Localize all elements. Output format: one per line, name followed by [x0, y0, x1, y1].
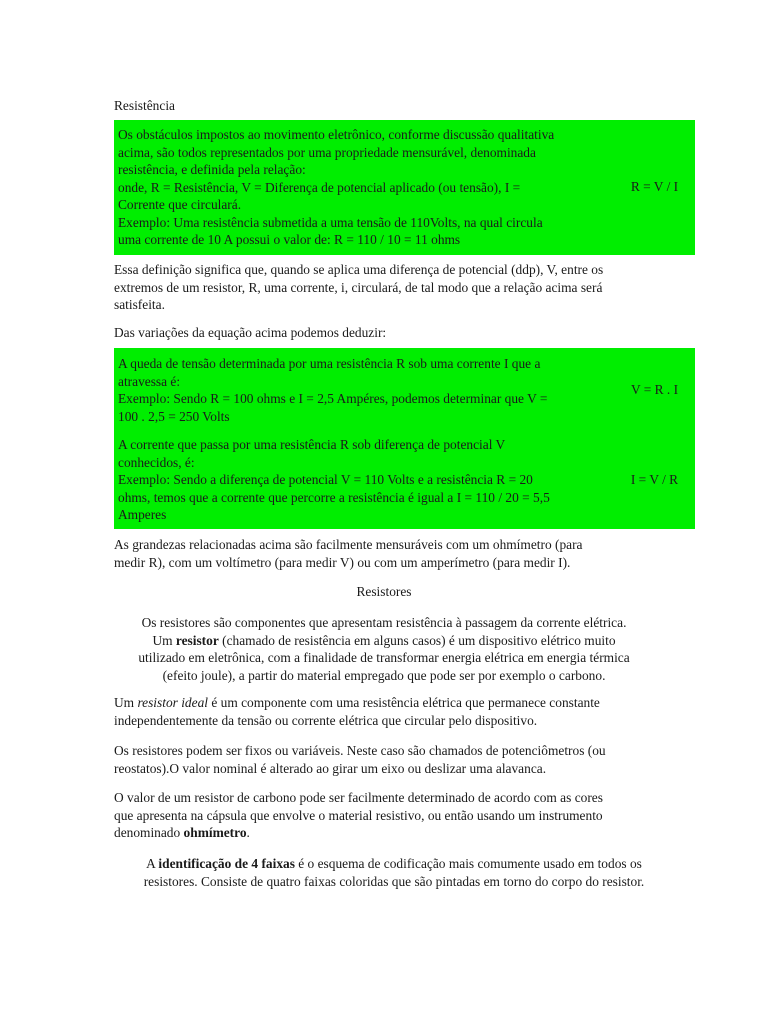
- text-line: acima, são todos representados por uma propriedade mensurável, denominada: [118, 144, 536, 160]
- text-segment: Um: [114, 695, 138, 710]
- text-line: conhecidos, é:: [118, 454, 195, 470]
- four-band-paragraph: [114, 855, 674, 890]
- text-line: Exemplo: Sendo R = 100 ohms e I = 2,5 Ampéres, podemos determinar que V =: [118, 391, 548, 406]
- text-line: Corrente que circulará.: [118, 197, 242, 212]
- text-segment: (chamado de resistência em alguns casos) é um dispositivo elétrico muito: [218, 632, 616, 648]
- text-line: Os resistores podem ser fixos ou variáveis. Neste caso são chamados de potenciômetros (ou: [114, 743, 606, 758]
- text-line: (efeito joule), a partir do material empregado que pode ser por exemplo o carbono.: [162, 667, 606, 683]
- text-line: Essa definição significa que, quando se aplica uma diferença de potencial (ddp), V, entre os: [114, 262, 604, 277]
- text-line: A queda de tensão determinada por uma resistência R sob uma corrente I que a: [118, 356, 541, 371]
- text-segment: Um: [152, 632, 176, 648]
- section-title-resistencia: Resistência: [114, 98, 175, 113]
- text-line: [114, 824, 674, 842]
- variations-paragraph: Das variações da equação acima podemos deduzir:: [114, 325, 387, 340]
- text-segment: é um componente com uma resistência elétrica que permanece constante: [208, 695, 600, 710]
- bold-term-four-band: identificação de 4 faixas: [158, 856, 295, 871]
- definition-paragraph: [114, 261, 674, 314]
- text-line: que apresenta na cápsula que envolve o material resistivo, ou então usando um instrumento: [114, 807, 603, 823]
- text-line: uma corrente de 10 A possui o valor de: R = 110 / 10 = 11 ohms: [118, 232, 461, 247]
- definition-box-text: [118, 126, 613, 249]
- variations-box: [114, 348, 695, 529]
- text-line: resistores. Consiste de quatro faixas coloridas que são pintadas em torno do corpo do resistor.: [143, 873, 645, 889]
- text-line: [114, 855, 674, 873]
- text-line: medir R), com um voltímetro (para medir V) ou com um amperímetro (para medir I).: [114, 554, 571, 570]
- section-heading-resistores: Resistores: [356, 584, 412, 599]
- italic-term-resistor-ideal: resistor ideal: [137, 695, 208, 710]
- text-line: O valor de um resistor de carbono pode ser facilmente determinado de acordo com as cores: [114, 790, 603, 805]
- text-segment: A: [146, 856, 159, 871]
- text-line: A corrente que passa por uma resistência R sob diferença de potencial V: [118, 437, 506, 452]
- resistores-intro: [114, 614, 654, 684]
- text-line: independentemente da tensão ou corrente elétrica que circular pelo dispositivo.: [114, 712, 538, 728]
- text-line: [114, 694, 674, 712]
- text-line: Exemplo: Uma resistência submetida a uma tensão de 110Volts, na qual circula: [118, 214, 543, 230]
- text-line: 100 . 2,5 = 250 Volts: [118, 408, 230, 424]
- text-line: reostatos).O valor nominal é alterado ao girar um eixo ou deslizar uma alavanca.: [114, 760, 547, 776]
- text-line: Os obstáculos impostos ao movimento eletrônico, conforme discussão qualitativa: [118, 127, 555, 142]
- text-line: atravessa é:: [118, 373, 181, 389]
- text-line: As grandezas relacionadas acima são facilmente mensuráveis com um ohmímetro (para: [114, 537, 583, 552]
- measurement-paragraph: [114, 536, 674, 571]
- text-line: ohms, temos que a corrente que percorre a resistência é igual a I = 110 / 20 = 5,5: [118, 489, 550, 505]
- formula-v: V = R . I: [630, 382, 679, 397]
- text-line: onde, R = Resistência, V = Diferença de potencial aplicado (ou tensão), I =: [118, 179, 521, 195]
- text-segment: é o esquema de codificação mais comumente usado em todos os: [294, 856, 642, 871]
- text-line: Os resistores são componentes que apresentam resistência à passagem da corrente elétrica.: [141, 615, 627, 630]
- text-line: [114, 632, 654, 650]
- text-line: resistência, e definida pela relação:: [118, 162, 306, 177]
- bold-term-resistor: resistor: [175, 632, 219, 648]
- text-line: satisfeita.: [114, 297, 165, 312]
- text-segment: .: [246, 825, 250, 840]
- text-line: extremos de um resistor, R, uma corrente, i, circulará, de tal modo que a relação acima será: [114, 279, 603, 295]
- definition-box: [114, 120, 695, 255]
- bold-term-ohmimetro: ohmímetro: [183, 825, 247, 840]
- formula-i: I = V / R: [630, 472, 679, 487]
- carbon-resistor-paragraph: [114, 789, 674, 842]
- text-segment: denominado: [114, 825, 184, 840]
- text-line: Exemplo: Sendo a diferença de potencial V = 110 Volts e a resistência R = 20: [118, 472, 533, 487]
- text-line: utilizado em eletrônica, com a finalidade de transformar energia elétrica em energia térmica: [138, 650, 630, 665]
- voltage-drop-text: [118, 355, 613, 425]
- formula-r: R = V / I: [630, 179, 679, 194]
- current-text: [118, 436, 613, 524]
- ideal-resistor-paragraph: [114, 694, 674, 729]
- resistor-types-paragraph: [114, 742, 674, 777]
- text-line: Amperes: [118, 507, 167, 522]
